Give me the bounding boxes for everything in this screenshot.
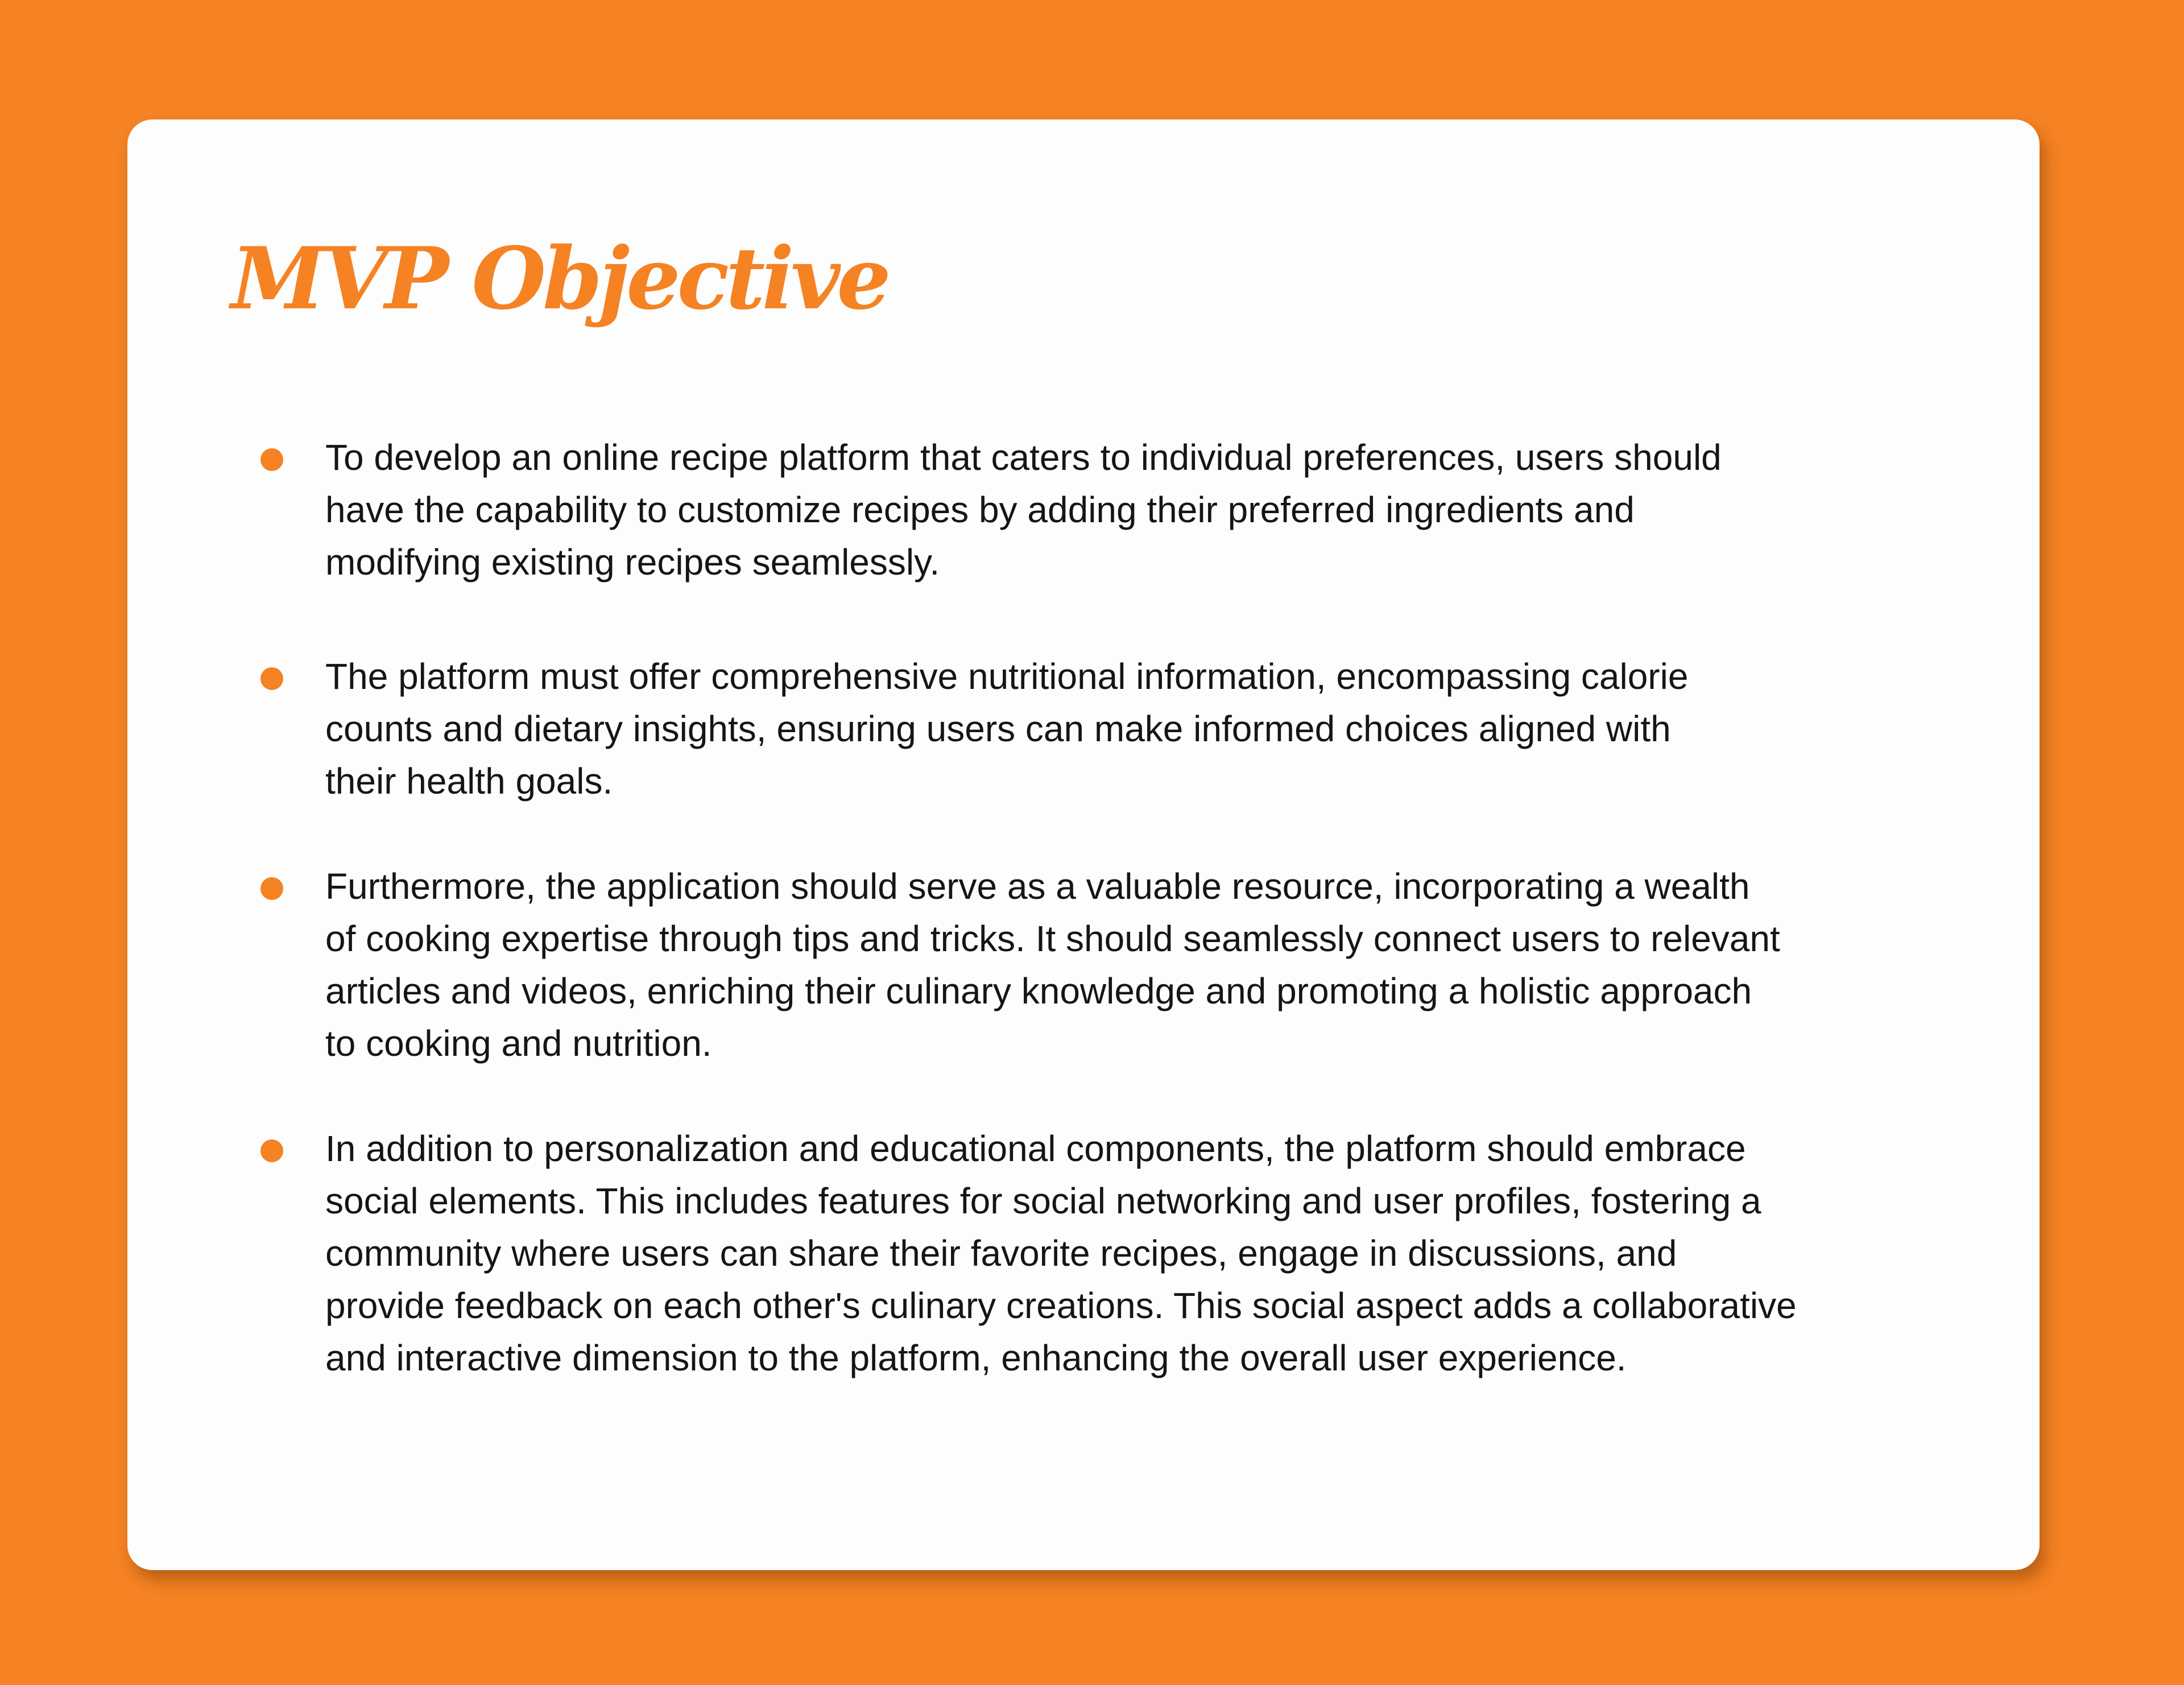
objective-list: [127, 119, 2040, 1570]
list-item-text: [325, 431, 2015, 588]
text-line: their health goals.: [325, 761, 613, 802]
text-line: articles and videos, enriching their culinary knowledge and promoting a holistic approach: [325, 970, 1752, 1011]
text-line: Furthermore, the application should serve as a valuable resource, incorporating a wealth: [325, 866, 1750, 907]
text-line: to cooking and nutrition.: [325, 1023, 712, 1064]
list-item-text: [325, 650, 2015, 807]
bullet-dot-icon: [260, 448, 283, 471]
text-line: social elements. This includes features for social networking and user profiles, fostering a: [325, 1180, 1761, 1221]
text-line: modifying existing recipes seamlessly.: [325, 542, 940, 583]
text-line: of cooking expertise through tips and tricks. It should seamlessly connect users to relevant: [325, 918, 1780, 959]
text-line: community where users can share their favorite recipes, engage in discussions, and: [325, 1233, 1677, 1274]
text-line: To develop an online recipe platform that caters to individual preferences, users should: [325, 437, 1722, 478]
text-line: have the capability to customize recipes by adding their preferred ingredients and: [325, 489, 1635, 530]
text-line: and interactive dimension to the platform, enhancing the overall user experience.: [325, 1337, 1627, 1378]
text-line: counts and dietary insights, ensuring users can make informed choices aligned with: [325, 708, 1671, 749]
bullet-dot-icon: [260, 1139, 283, 1162]
page-title: MVP Objective: [231, 229, 888, 329]
list-item-text: [325, 860, 2015, 1069]
list-item-text: [325, 1122, 2015, 1384]
content-card: [127, 119, 2040, 1570]
text-line: provide feedback on each other's culinary creations. This social aspect adds a collaborative: [325, 1285, 1797, 1326]
text-line: In addition to personalization and educational components, the platform should embrace: [325, 1128, 1746, 1169]
bullet-dot-icon: [260, 667, 283, 690]
bullet-dot-icon: [260, 877, 283, 900]
text-line: The platform must offer comprehensive nutritional information, encompassing calorie: [325, 656, 1689, 697]
